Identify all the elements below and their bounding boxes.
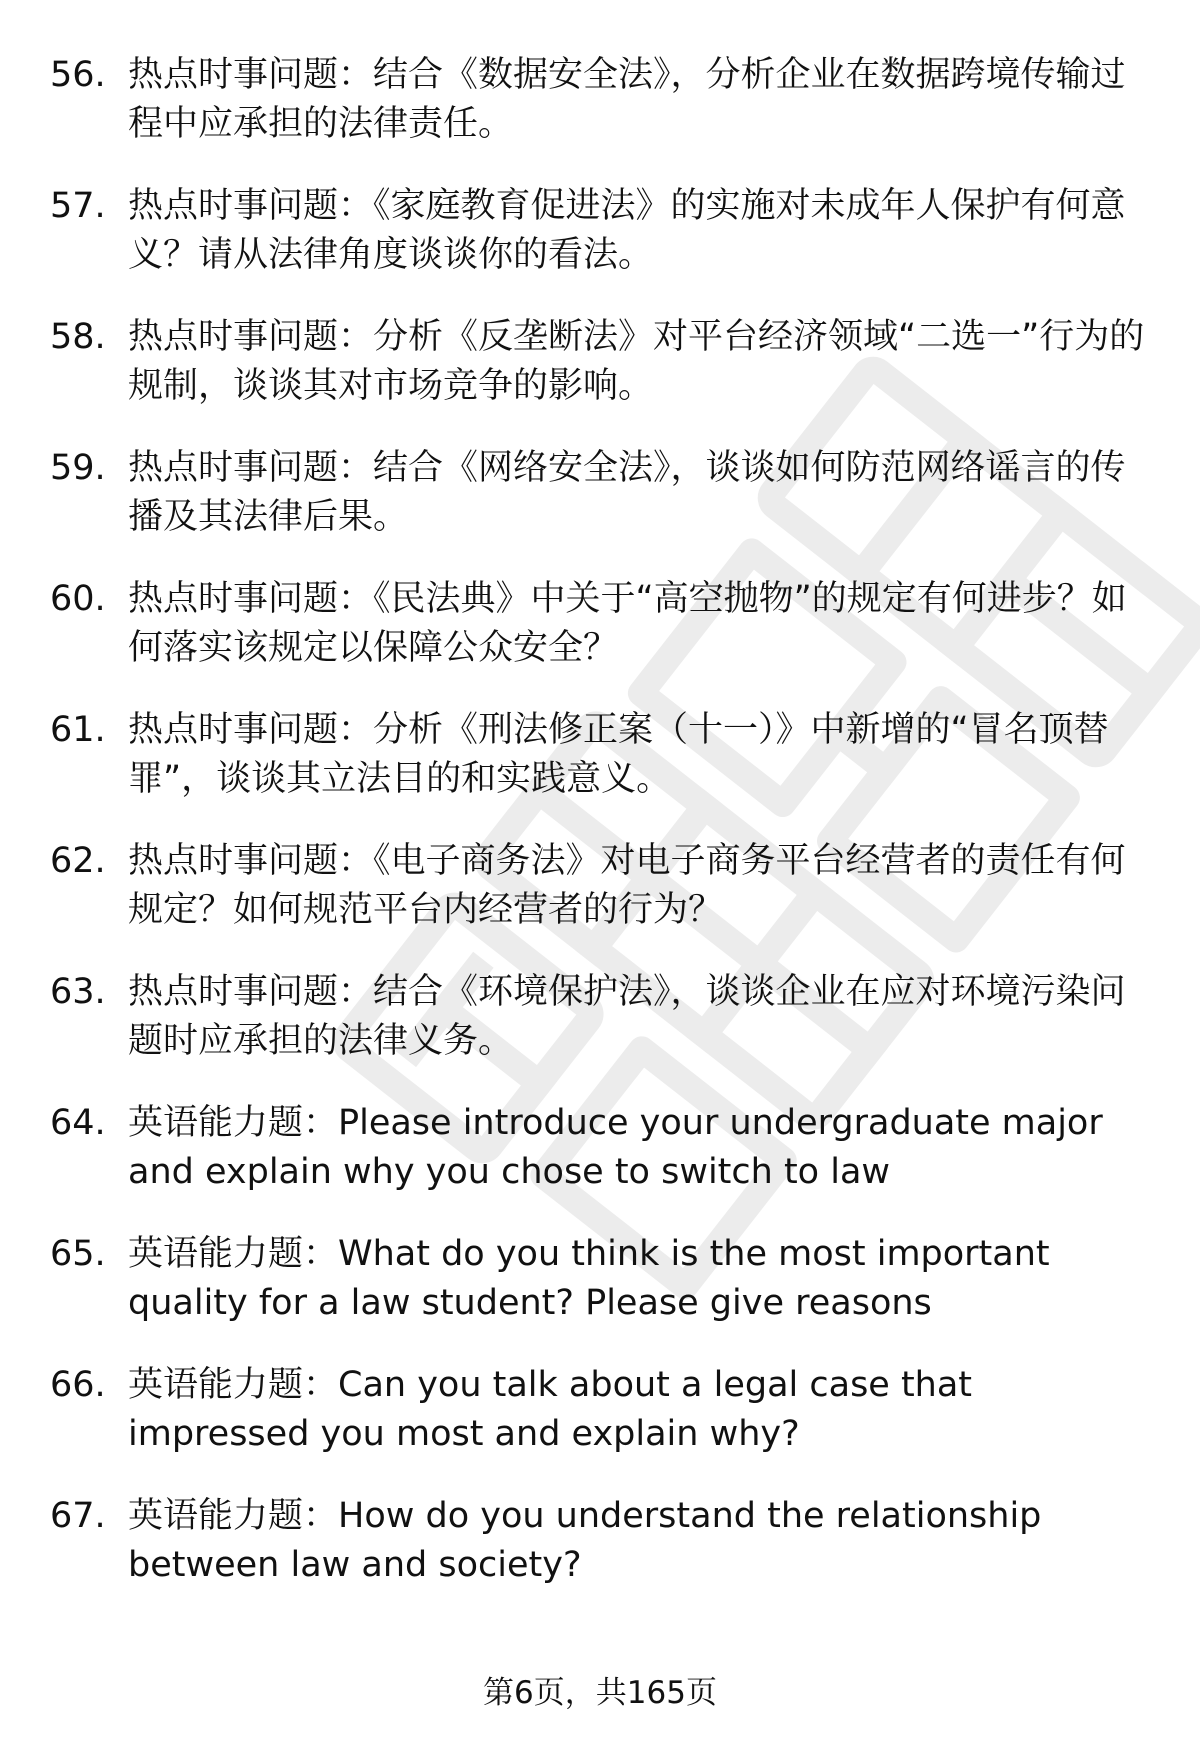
question-text: 热点时事问题：《电子商务法》对电子商务平台经营者的责任有何规定？如何规范平台内经营者的行为？ — [128, 841, 1126, 930]
question-item — [50, 182, 1160, 313]
question-text: 英语能力题：How do you understand the relationship between law and society? — [128, 1496, 1042, 1585]
question-text: 热点时事问题：结合《数据安全法》，分析企业在数据跨境传输过程中应承担的法律责任。 — [128, 55, 1126, 144]
question-number: 58. — [50, 317, 106, 357]
question-text: 热点时事问题：结合《网络安全法》，谈谈如何防范网络谣言的传播及其法律后果。 — [128, 448, 1126, 537]
question-text: 英语能力题：What do you think is the most important quality for a law student? Please give reasons — [128, 1234, 1050, 1323]
question-item — [50, 706, 1160, 837]
question-number: 61. — [50, 710, 106, 750]
question-text: 热点时事问题：分析《刑法修正案（十一）》中新增的“冒名顶替罪”，谈谈其立法目的和实践意义。 — [128, 710, 1109, 799]
question-number: 60. — [50, 579, 106, 619]
question-item — [50, 837, 1160, 968]
question-text: 热点时事问题：分析《反垄断法》对平台经济领域“二选一”行为的规制，谈谈其对市场竞争的影响。 — [128, 317, 1145, 406]
question-item — [50, 51, 1160, 182]
question-item — [50, 575, 1160, 706]
question-item — [50, 313, 1160, 444]
question-number: 67. — [50, 1496, 106, 1536]
question-item — [50, 444, 1160, 575]
question-number: 62. — [50, 841, 106, 881]
question-number: 65. — [50, 1234, 106, 1274]
question-item — [50, 1361, 1160, 1492]
question-text: 英语能力题：Can you talk about a legal case that impressed you most and explain why? — [128, 1365, 973, 1454]
question-number: 66. — [50, 1365, 106, 1405]
question-number: 56. — [50, 55, 106, 95]
question-item — [50, 1230, 1160, 1361]
question-item — [50, 1492, 1160, 1623]
question-text: 英语能力题：Please introduce your undergraduate major and explain why you chose to switch to law — [128, 1103, 1103, 1192]
page-indicator: 第6页，共165页 — [483, 1675, 717, 1711]
question-item — [50, 1099, 1160, 1230]
question-item — [50, 968, 1160, 1099]
question-number: 63. — [50, 972, 106, 1012]
question-text: 热点时事问题：结合《环境保护法》，谈谈企业在应对环境污染问题时应承担的法律义务。 — [128, 972, 1126, 1061]
question-number: 64. — [50, 1103, 106, 1143]
question-list — [50, 51, 1160, 1623]
question-text: 热点时事问题：《家庭教育促进法》的实施对未成年人保护有何意义？请从法律角度谈谈你的看法。 — [128, 186, 1126, 275]
question-text: 热点时事问题：《民法典》中关于“高空抛物”的规定有何进步？如何落实该规定以保障公众安全？ — [128, 579, 1127, 668]
question-number: 57. — [50, 186, 106, 226]
question-number: 59. — [50, 448, 106, 488]
